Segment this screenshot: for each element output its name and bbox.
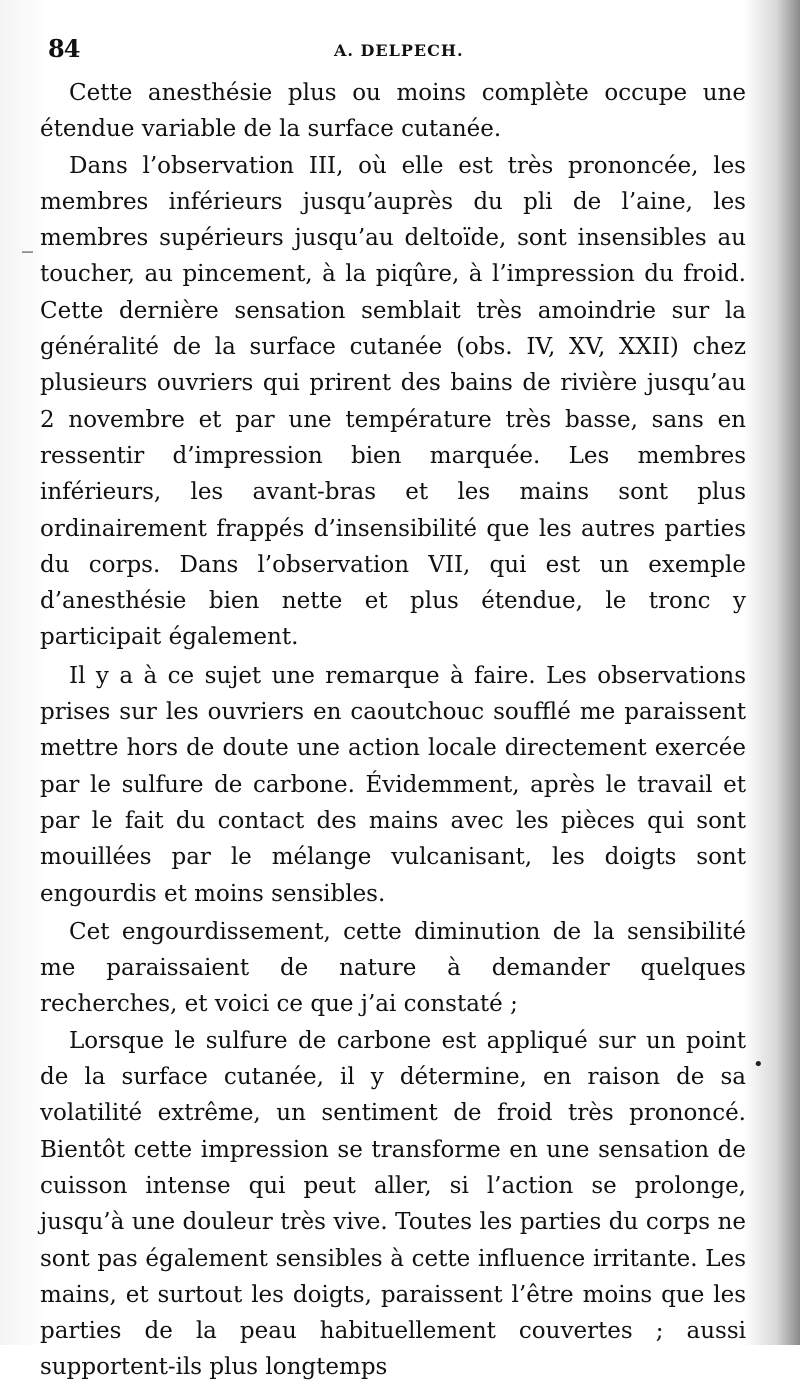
margin-dot-mark: • bbox=[753, 1054, 764, 1075]
paragraph-remark: Il y a à ce sujet une remarque à faire. Les observations prises sur les ouvriers en caoutchouc soufflé me paraissent mettre hors de doute une action locale directement exercée par le sulfure de carbone. Évidemment, après le travail et par le fait du contact des mains avec les pièces qui sont mouillées par le mélange vulcanisant, les doigts sont engourdis et moins sensibles. bbox=[40, 662, 746, 907]
paragraph-observation-iii: Dans l’observation III, où elle est très prononcée, les membres inférieurs jusqu’auprès du pli de l’aine, les membres supérieurs jusqu’au deltoïde, sont insensibles au toucher, au pincement, à la piqûre, à l’impression du froid. Cette dernière sensation semblait très amoindrie sur la généralité de la surface cutanée (obs. IV, XV, XXII) chez plusieurs ouvriers qui prirent des bains de rivière jusqu’au 2 novembre et par une température très basse, sans en ressentir d’impression bien marquée. Les membres inférieurs, les avant-bras et les mains sont plus ordinairement frappés d’insensibilité que les autres parties du corps. Dans l’observation VII, qui est un exemple d’anesthésie bien nette et plus étendue, le tronc y participait également. bbox=[40, 152, 746, 651]
paragraph-carbon-sulfide-application: Lorsque le sulfure de carbone est appliqué sur un point de la surface cutanée, il y détermine, en raison de sa volatilité extrême, un sentiment de froid très prononcé. Bientôt cette impression se transforme en une sensation de cuisson intense qui peut aller, si l’action se prolonge, jusqu’à une douleur très vive. Toutes les parties du corps ne sont pas également sensibles à cette influence irritante. Les mains, et surtout les doigts, paraissent l’être moins que les parties de la peau habituellement couvertes ; aussi supportent-ils plus longtemps bbox=[40, 1027, 746, 1381]
paragraph-numbness: Cet engourdissement, cette diminution de la sensibilité me paraissaient de nature à demander quelques recherches, et voici ce que j’ai constaté ; bbox=[40, 918, 746, 1018]
page-header bbox=[40, 30, 760, 70]
paragraph-anesthesia-extent: Cette anesthésie plus ou moins complète occupe une étendue variable de la surface cutanée. bbox=[40, 80, 746, 143]
margin-dash-mark: _ bbox=[22, 228, 33, 253]
body-text bbox=[40, 75, 746, 1386]
page-number: 84 bbox=[48, 34, 80, 63]
running-head: A. DELPECH. bbox=[334, 41, 464, 60]
